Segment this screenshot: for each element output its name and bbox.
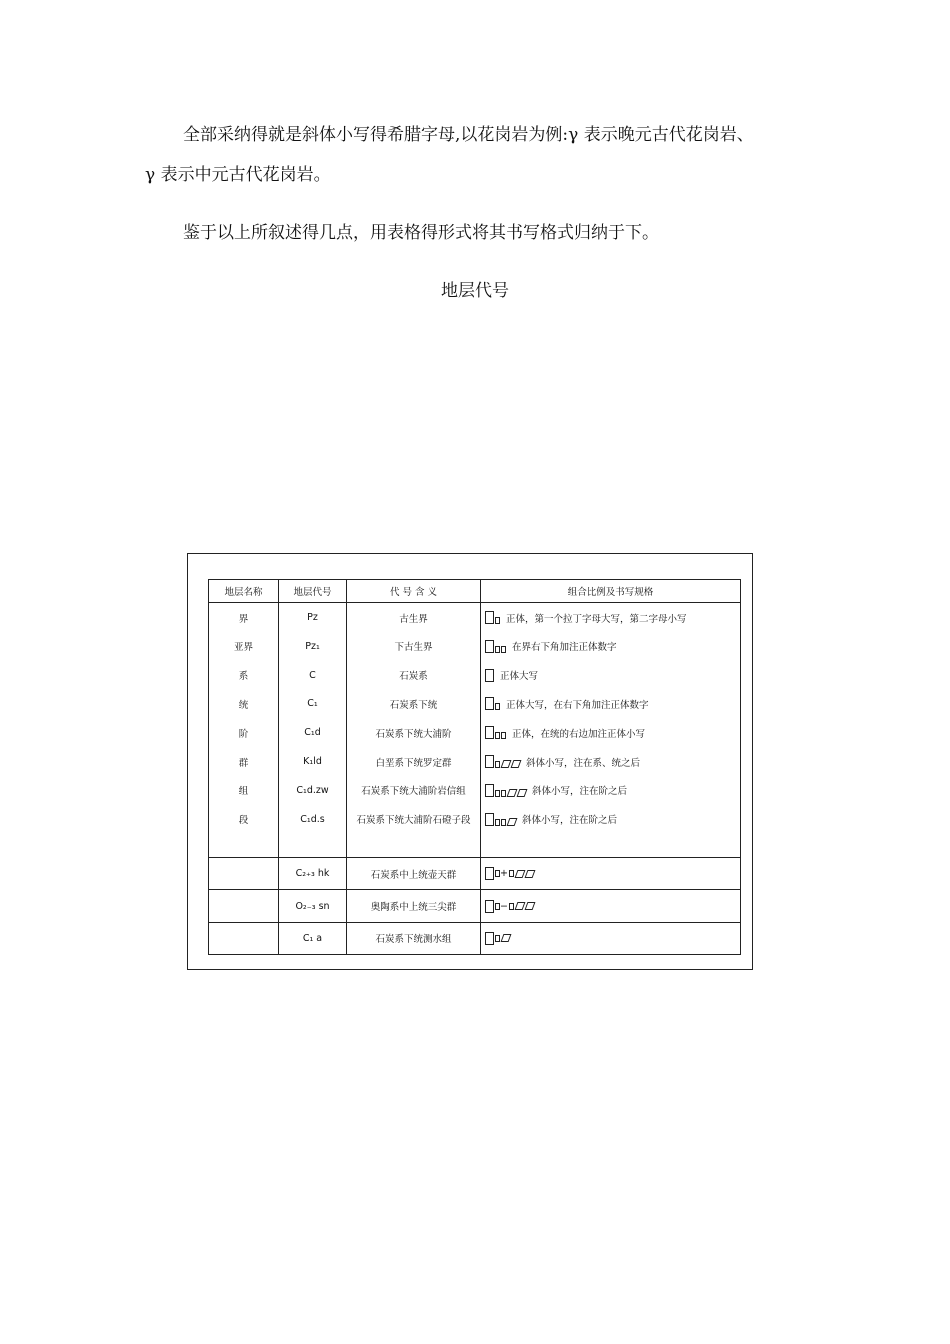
code-cell: C₁ a xyxy=(302,932,323,944)
stratum-code-cell: C xyxy=(309,669,316,681)
header-stratum-name: 地层名称 xyxy=(209,580,279,603)
code-column xyxy=(279,603,346,833)
code-cell: O₂₋₃ sn xyxy=(295,900,330,912)
table-header-row xyxy=(209,580,741,603)
header-stratum-code: 地层代号 xyxy=(279,580,347,603)
format-symbol xyxy=(485,813,516,826)
format-symbol xyxy=(485,640,506,653)
format-symbol xyxy=(481,923,740,954)
writing-rule-cell xyxy=(481,661,740,690)
stratum-name-cell: 界 xyxy=(238,613,249,625)
stratum-code-cell: C₁d.zw xyxy=(296,784,329,796)
section-heading: 地层代号 xyxy=(441,281,509,301)
table-row xyxy=(209,922,741,954)
stratum-name-cell: 阶 xyxy=(238,728,249,740)
stratigraphic-code-table xyxy=(208,579,741,955)
stratum-name-cell: 亚界 xyxy=(233,642,253,654)
stratigraphic-code-table-figure xyxy=(187,553,753,970)
format-symbol xyxy=(485,611,500,624)
meaning-cell: 古生界 xyxy=(399,613,428,625)
name-column xyxy=(209,603,278,833)
writing-rule-cell xyxy=(481,776,740,805)
table-cell xyxy=(209,922,279,954)
writing-rule-cell xyxy=(481,603,740,632)
writing-rule-cell xyxy=(481,718,740,747)
stratum-name-cell: 统 xyxy=(238,699,249,711)
format-symbol xyxy=(485,669,494,682)
rule-text: 斜体小写，注在阶之后 xyxy=(532,786,628,798)
meaning-column xyxy=(347,603,480,833)
format-symbol xyxy=(485,726,506,739)
stratum-code-cell: K₁ld xyxy=(303,756,322,768)
meaning-cell: 石炭系下统大浦阶 xyxy=(375,728,452,740)
rule-text: 正体大写 xyxy=(500,671,539,683)
stratum-code-cell: Pz₁ xyxy=(305,640,320,652)
rule-text: 正体，在统的右边加注正体小写 xyxy=(512,728,646,740)
rule-column xyxy=(481,603,740,833)
stratum-name-cell: 系 xyxy=(238,671,249,683)
stratum-name-cell: 组 xyxy=(238,786,249,798)
code-cell: C₂₊₃ hk xyxy=(295,868,330,880)
meaning-cell: 奥陶系中上统三尖群 xyxy=(370,902,457,914)
header-code-meaning: 代 号 含 义 xyxy=(347,580,481,603)
table-row xyxy=(209,858,741,890)
writing-rule-cell xyxy=(481,632,740,661)
meaning-cell: 石炭系下统 xyxy=(389,699,438,711)
format-symbol: + xyxy=(481,858,740,889)
paragraph: 鉴于以上所叙述得几点，用表格得形式将其书写格式归纳于下。 xyxy=(183,223,659,243)
format-symbol: − xyxy=(481,891,740,922)
table-cell xyxy=(209,858,279,890)
header-writing-rule: 组合比例及书写规格 xyxy=(481,580,741,603)
stratum-name-cell: 群 xyxy=(238,757,249,769)
meaning-cell: 石炭系下统测水组 xyxy=(375,934,452,946)
meaning-cell: 石炭系中上统壶天群 xyxy=(370,869,457,881)
writing-rule-cell xyxy=(481,805,740,834)
stratum-code-cell: C₁ xyxy=(307,698,318,710)
rule-text: 正体大写，在右下角加注正体数字 xyxy=(506,699,649,711)
format-symbol xyxy=(485,697,500,710)
meaning-cell: 石炭系下统大浦阶石磴子段 xyxy=(356,815,471,827)
table-cell xyxy=(209,890,279,922)
table-main-row xyxy=(209,603,741,858)
paragraph-line: γ 表示中元古代花岗岩。 xyxy=(145,165,331,185)
rule-text: 在界右下角加注正体数字 xyxy=(512,642,617,654)
stratum-name-cell: 段 xyxy=(238,815,249,827)
stratum-code-cell: C₁d xyxy=(304,727,321,739)
writing-rule-cell xyxy=(481,690,740,719)
meaning-cell: 石炭系下统大浦阶岩信组 xyxy=(361,786,466,798)
meaning-cell: 白垩系下统罗定群 xyxy=(375,757,452,769)
paragraph-line: 全部采纳得就是斜体小写得希腊字母,以花岗岩为例:γ 表示晚元古代花岗岩、 xyxy=(183,125,754,145)
meaning-cell: 下古生界 xyxy=(394,642,433,654)
writing-rule-cell xyxy=(481,747,740,776)
format-symbol xyxy=(485,784,526,797)
rule-text: 斜体小写，注在阶之后 xyxy=(522,815,618,827)
table-row xyxy=(209,890,741,922)
format-symbol xyxy=(485,755,520,768)
rule-text: 斜体小写，注在系、统之后 xyxy=(526,757,641,769)
meaning-cell: 石炭系 xyxy=(399,671,428,683)
stratum-code-cell: Pz xyxy=(307,612,318,624)
rule-text: 正体，第一个拉丁字母大写，第二字母小写 xyxy=(506,613,687,625)
stratum-code-cell: C₁d.s xyxy=(300,813,325,825)
